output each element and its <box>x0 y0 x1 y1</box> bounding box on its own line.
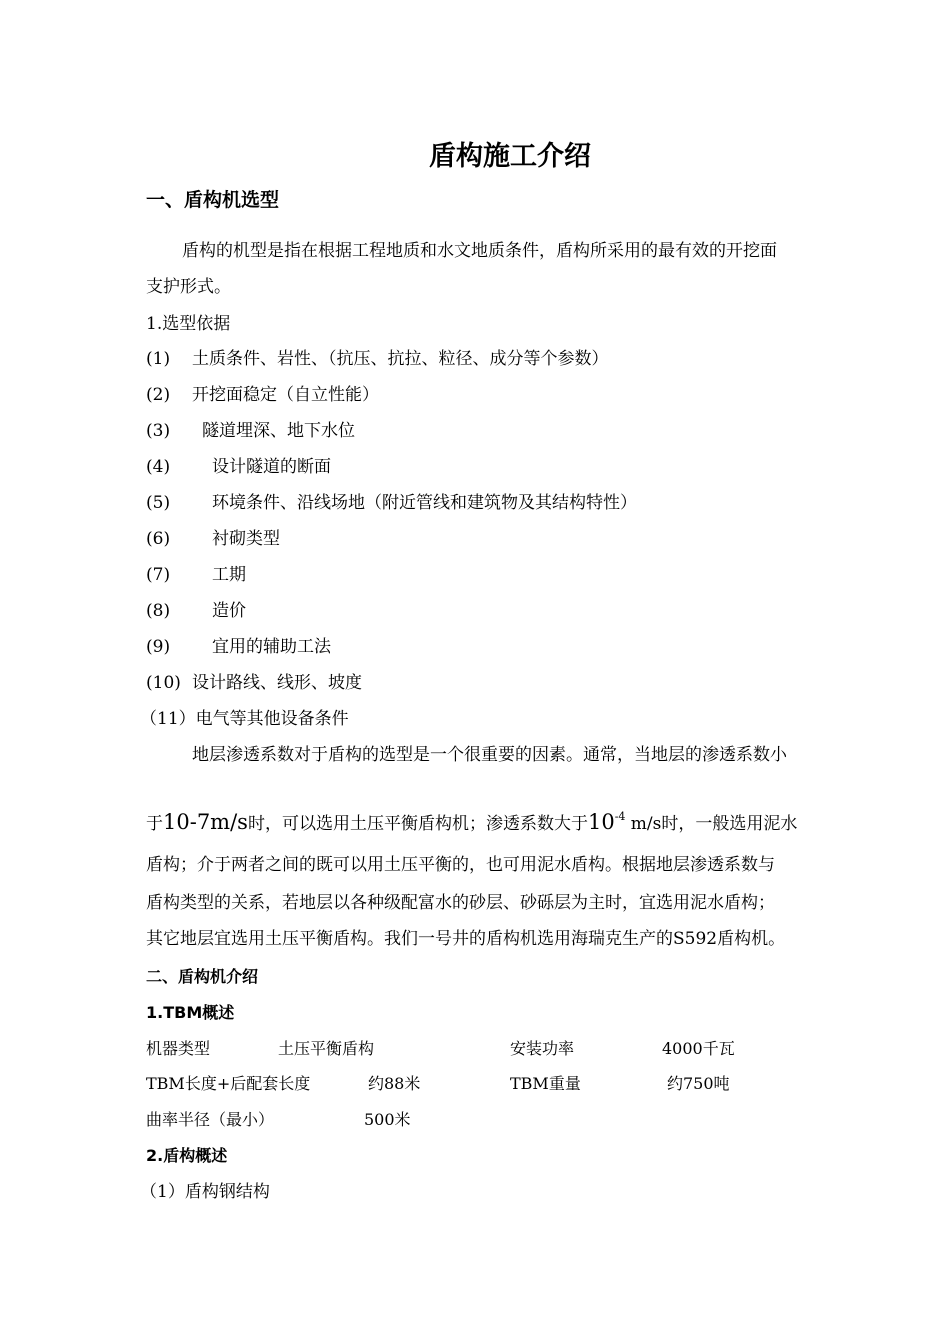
list-item-number: (6) <box>146 529 171 549</box>
list-item <box>146 348 609 370</box>
intro-paragraph-line1: 盾构的机型是指在根据工程地质和水文地质条件，盾构所采用的最有效的开挖面 <box>182 241 777 261</box>
list-item <box>146 564 246 586</box>
tbm-overview-heading: 1.TBM概述 <box>146 1003 235 1022</box>
spec-value: 土压平衡盾构 <box>278 1039 375 1058</box>
permeability-line1: 地层渗透系数对于盾构的选型是一个很重要的因素。通常，当地层的渗透系数小 <box>192 745 787 765</box>
spec-value: 500米 <box>364 1110 411 1129</box>
spec-value: 约750吨 <box>667 1074 730 1093</box>
list-item <box>146 672 362 694</box>
list-item-number: (8) <box>146 601 171 621</box>
list-item-number: (10) <box>146 673 181 693</box>
permeability-line3: 盾构；介于两者之间的既可以用土压平衡的，也可用泥水盾构。根据地层渗透系数与 <box>146 855 775 875</box>
list-item-number: (2) <box>146 385 171 405</box>
list-item-text: 宜用的辅助工法 <box>212 637 331 657</box>
intro-paragraph-line2: 支护形式。 <box>146 277 231 297</box>
list-item <box>146 528 280 550</box>
list-item <box>146 384 379 406</box>
list-item-text: 环境条件、沿线场地（附近管线和建筑物及其结构特性） <box>212 493 637 513</box>
text-segment: 于 <box>146 814 163 834</box>
shield-item-1: （1）盾构钢结构 <box>140 1182 270 1202</box>
permeability-line5: 其它地层宜选用土压平衡盾构。我们一号井的盾构机选用海瑞克生产的S592盾构机。 <box>146 929 786 949</box>
section-heading-selection: 一、盾构机选型 <box>146 189 280 211</box>
list-item-text: 造价 <box>212 601 246 621</box>
spec-label: TBM长度+后配套长度 <box>146 1074 311 1093</box>
text-segment: 时，可以选用土压平衡盾构机；渗透系数大于 <box>247 814 588 834</box>
list-item-11: （11）电气等其他设备条件 <box>140 709 349 729</box>
spec-label: 安装功率 <box>510 1039 575 1058</box>
list-item-number: (9) <box>146 637 171 657</box>
spec-label: TBM重量 <box>510 1074 581 1093</box>
section-heading-intro: 二、盾构机介绍 <box>146 967 259 986</box>
list-item-number: (7) <box>146 565 171 585</box>
list-item-text: 开挖面稳定（自立性能） <box>192 385 379 405</box>
permeability-line4: 盾构类型的关系，若地层以各种级配富水的砂层、砂砾层为主时，宜选用泥水盾构； <box>146 893 775 913</box>
list-item-number: (4) <box>146 457 171 477</box>
spec-label: 曲率半径（最小） <box>146 1110 275 1129</box>
exponent: -4 <box>614 810 626 823</box>
permeability-line2 <box>146 806 797 835</box>
text-segment: m/s时，一般选用泥水 <box>625 814 798 834</box>
list-item <box>146 492 637 514</box>
spec-label: 机器类型 <box>146 1039 211 1058</box>
shield-overview-heading: 2.盾构概述 <box>146 1146 228 1165</box>
list-item <box>146 636 331 658</box>
list-item-text: 土质条件、岩性、（抗压、抗拉、粒径、成分等个参数） <box>192 349 609 369</box>
list-item-text: 工期 <box>212 565 246 585</box>
exponent-base: 10 <box>587 810 615 834</box>
list-item-number: (3) <box>146 421 171 441</box>
list-item-text: 隧道埋深、地下水位 <box>202 421 355 441</box>
list-item <box>146 600 246 622</box>
spec-value: 约88米 <box>368 1074 421 1093</box>
list-item-number: (5) <box>146 493 171 513</box>
spec-value: 4000千瓦 <box>662 1039 735 1058</box>
document-title: 盾构施工介绍 <box>429 141 591 172</box>
list-item-number: (1) <box>146 349 171 369</box>
list-item-text: 设计隧道的断面 <box>212 457 331 477</box>
list-item <box>146 420 355 442</box>
list-item-text: 设计路线、线形、坡度 <box>192 673 362 693</box>
list-item-text: 衬砌类型 <box>212 529 280 549</box>
list-item <box>146 456 331 478</box>
text-segment: 10-7m/s <box>163 810 248 834</box>
basis-heading: 1.选型依据 <box>146 314 231 334</box>
